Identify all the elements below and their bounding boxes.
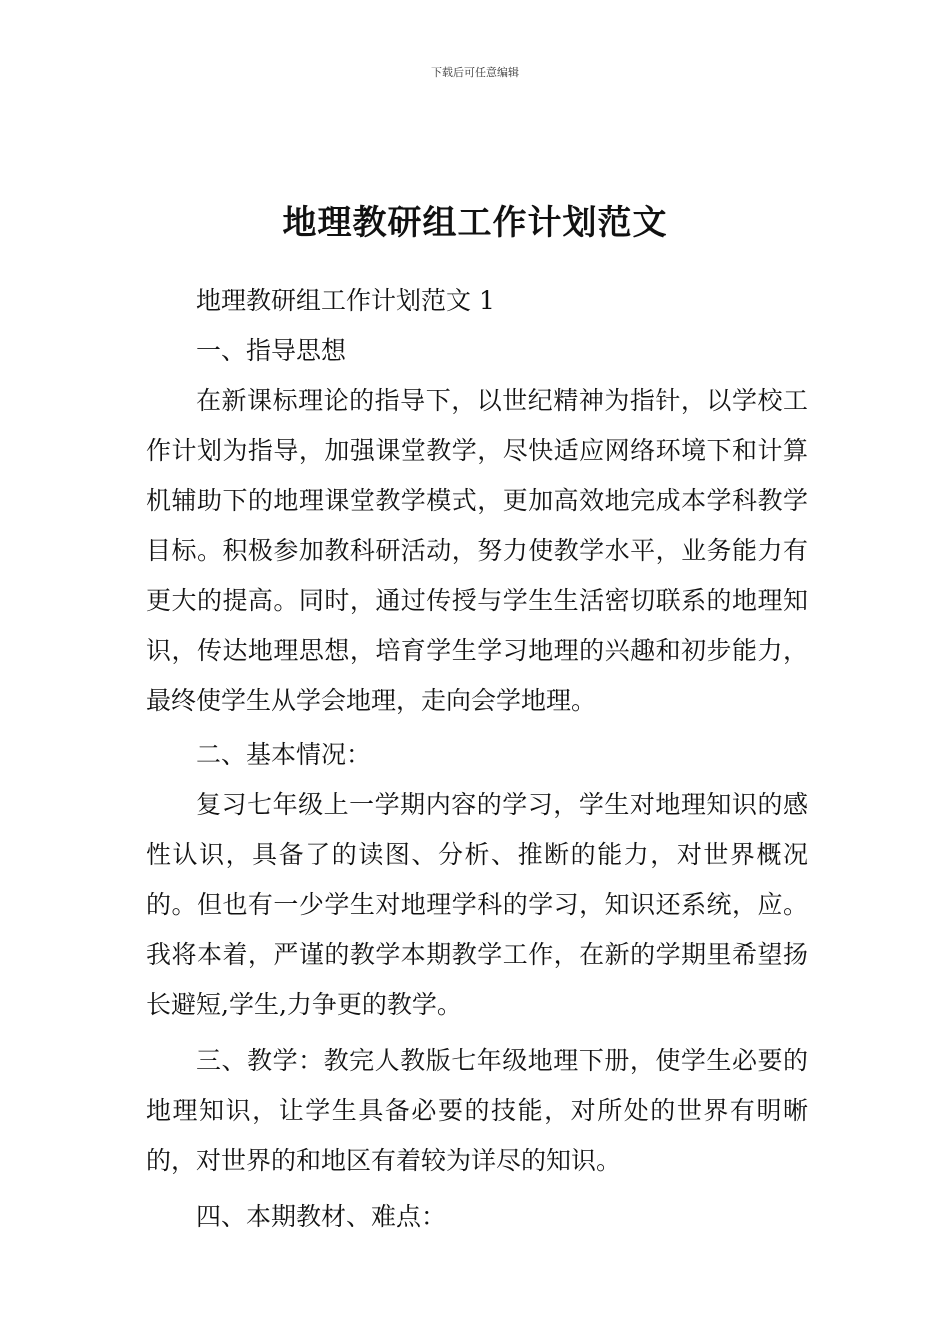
plan-subtitle: 地理教研组工作计划范文 1 (196, 286, 495, 315)
paragraph-teaching: 三、教学：教完人教版七年级地理下册，使学生必要的地理知识，让学生具备必要的技能，对所处的世界有明晰的，对世界的和地区有着较为详尽的知识。 (146, 1046, 808, 1175)
section-heading-materials: 四、本期教材、难点： (196, 1202, 447, 1231)
section-heading-basic-situation: 二、基本情况： (196, 740, 372, 769)
document-title: 地理教研组工作计划范文 (282, 202, 668, 243)
document-body (146, 276, 808, 1242)
page-header-note: 下载后可任意编辑 (431, 66, 519, 79)
paragraph-basic-situation: 复习七年级上一学期内容的学习，学生对地理知识的感性认识，具备了的读图、分析、推断的能力，对世界概况的。但也有一少学生对地理学科的学习，知识还系统，应。我将本着，严谨的教学本期教学工作，在新的学期里希望扬长避短,学生,力争更的教学。 (146, 790, 808, 1019)
section-heading-guiding-ideology: 一、指导思想 (196, 336, 347, 365)
paragraph-guiding-ideology: 在新课标理论的指导下，以世纪精神为指针，以学校工作计划为指导，加强课堂教学，尽快适应网络环境下和计算机辅助下的地理课堂教学模式，更加高效地完成本学科教学目标。积极参加教科研活动，努力使教学水平，业务能力有更大的提高。同时，通过传授与学生生活密切联系的地理知识，传达地理思想，培育学生学习地理的兴趣和初步能力，最终使学生从学会地理，走向会学地理。 (146, 386, 808, 715)
